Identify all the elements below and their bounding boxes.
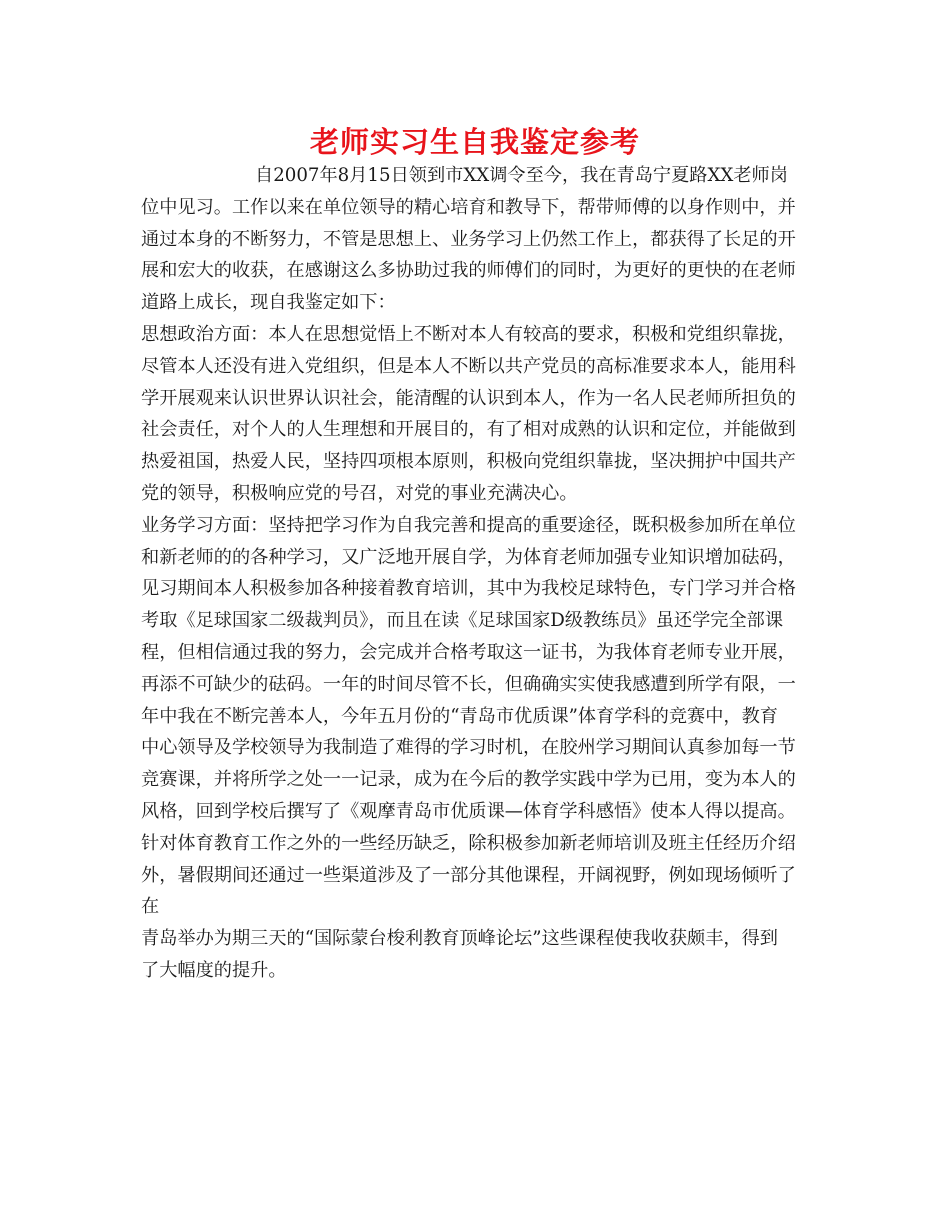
body-line: 业务学习方面：坚持把学习作为自我完善和提高的重要途径，既积极参加所在单位 [141,514,796,536]
document-title: 老师实习生自我鉴定参考 [309,125,640,159]
body-line: 和新老师的的各种学习，又广泛地开展自学，为体育老师加强专业知识增加砝码， [141,546,796,568]
body-line: 学开展观来认识世界认识社会，能清醒的认识到本人，作为一名人民老师所担负的 [141,387,796,409]
body-line: 尽管本人还没有进入党组织，但是本人不断以共产党员的高标准要求本人，能用科 [141,355,796,377]
body-line: 在 [141,896,160,918]
body-line: 通过本身的不断努力，不管是思想上、业务学习上仍然工作上，都获得了长足的开 [141,228,796,250]
body-line: 热爱祖国，热爱人民，坚持四项根本原则，积极向党组织靠拢，坚决拥护中国共产 [141,451,796,473]
body-line: 了大幅度的提升。 [141,959,287,981]
body-line: 展和宏大的收获，在感谢这么多协助过我的师傅们的同时，为更好的更快的在老师 [141,260,796,282]
body-line: 中心领导及学校领导为我制造了难得的学习时机，在胶州学习期间认真参加每一节 [141,737,796,759]
body-line: 党的领导，积极响应党的号召，对党的事业充满决心。 [141,482,578,504]
body-line: 针对体育教育工作之外的一些经历缺乏，除积极参加新老师培训及班主任经历介绍 [141,832,796,854]
body-line: 风格，回到学校后撰写了《观摩青岛市优质课—体育学科感悟》使本人得以提高。 [141,800,796,822]
body-line: 道路上成长，现自我鉴定如下： [141,292,396,314]
body-line: 程，但相信通过我的努力，会完成并合格考取这一证书，为我体育老师专业开展， [141,641,796,663]
document-body [141,160,813,987]
body-line: 年中我在不断完善本人，今年五月份的“青岛市优质课”体育学科的竞赛中，教育 [141,705,778,727]
body-line: 考取《足球国家二级裁判员》，而且在读《足球国家D级教练员》虽还学完全部课 [141,610,784,632]
body-line: 见习期间本人积极参加各种接着教育培训，其中为我校足球特色，专门学习并合格 [141,578,796,600]
body-line: 再添不可缺少的砝码。一年的时间尽管不长，但确确实实使我感遭到所学有限，一 [141,673,796,695]
body-line: 思想政治方面：本人在思想觉悟上不断对本人有较高的要求，积极和党组织靠拢， [141,323,796,345]
body-line: 青岛举办为期三天的“国际蒙台梭利教育顶峰论坛”这些课程使我收获颇丰，得到 [141,928,778,950]
body-line: 外，暑假期间还通过一些渠道涉及了一部分其他课程，开阔视野，例如现场倾听了 [141,864,796,886]
body-line: 社会责任，对个人的人生理想和开展目的，有了相对成熟的认识和定位，并能做到 [141,419,796,441]
body-line: 位中见习。工作以来在单位领导的精心培育和教导下，帮带师傅的以身作则中，并 [141,196,796,218]
body-line: 自2007年8月15日领到市XX调令至今，我在青岛宁夏路XX老师岗 [255,165,788,186]
body-line: 竞赛课，并将所学之处一一记录，成为在今后的教学实践中学为已用，变为本人的 [141,769,796,791]
